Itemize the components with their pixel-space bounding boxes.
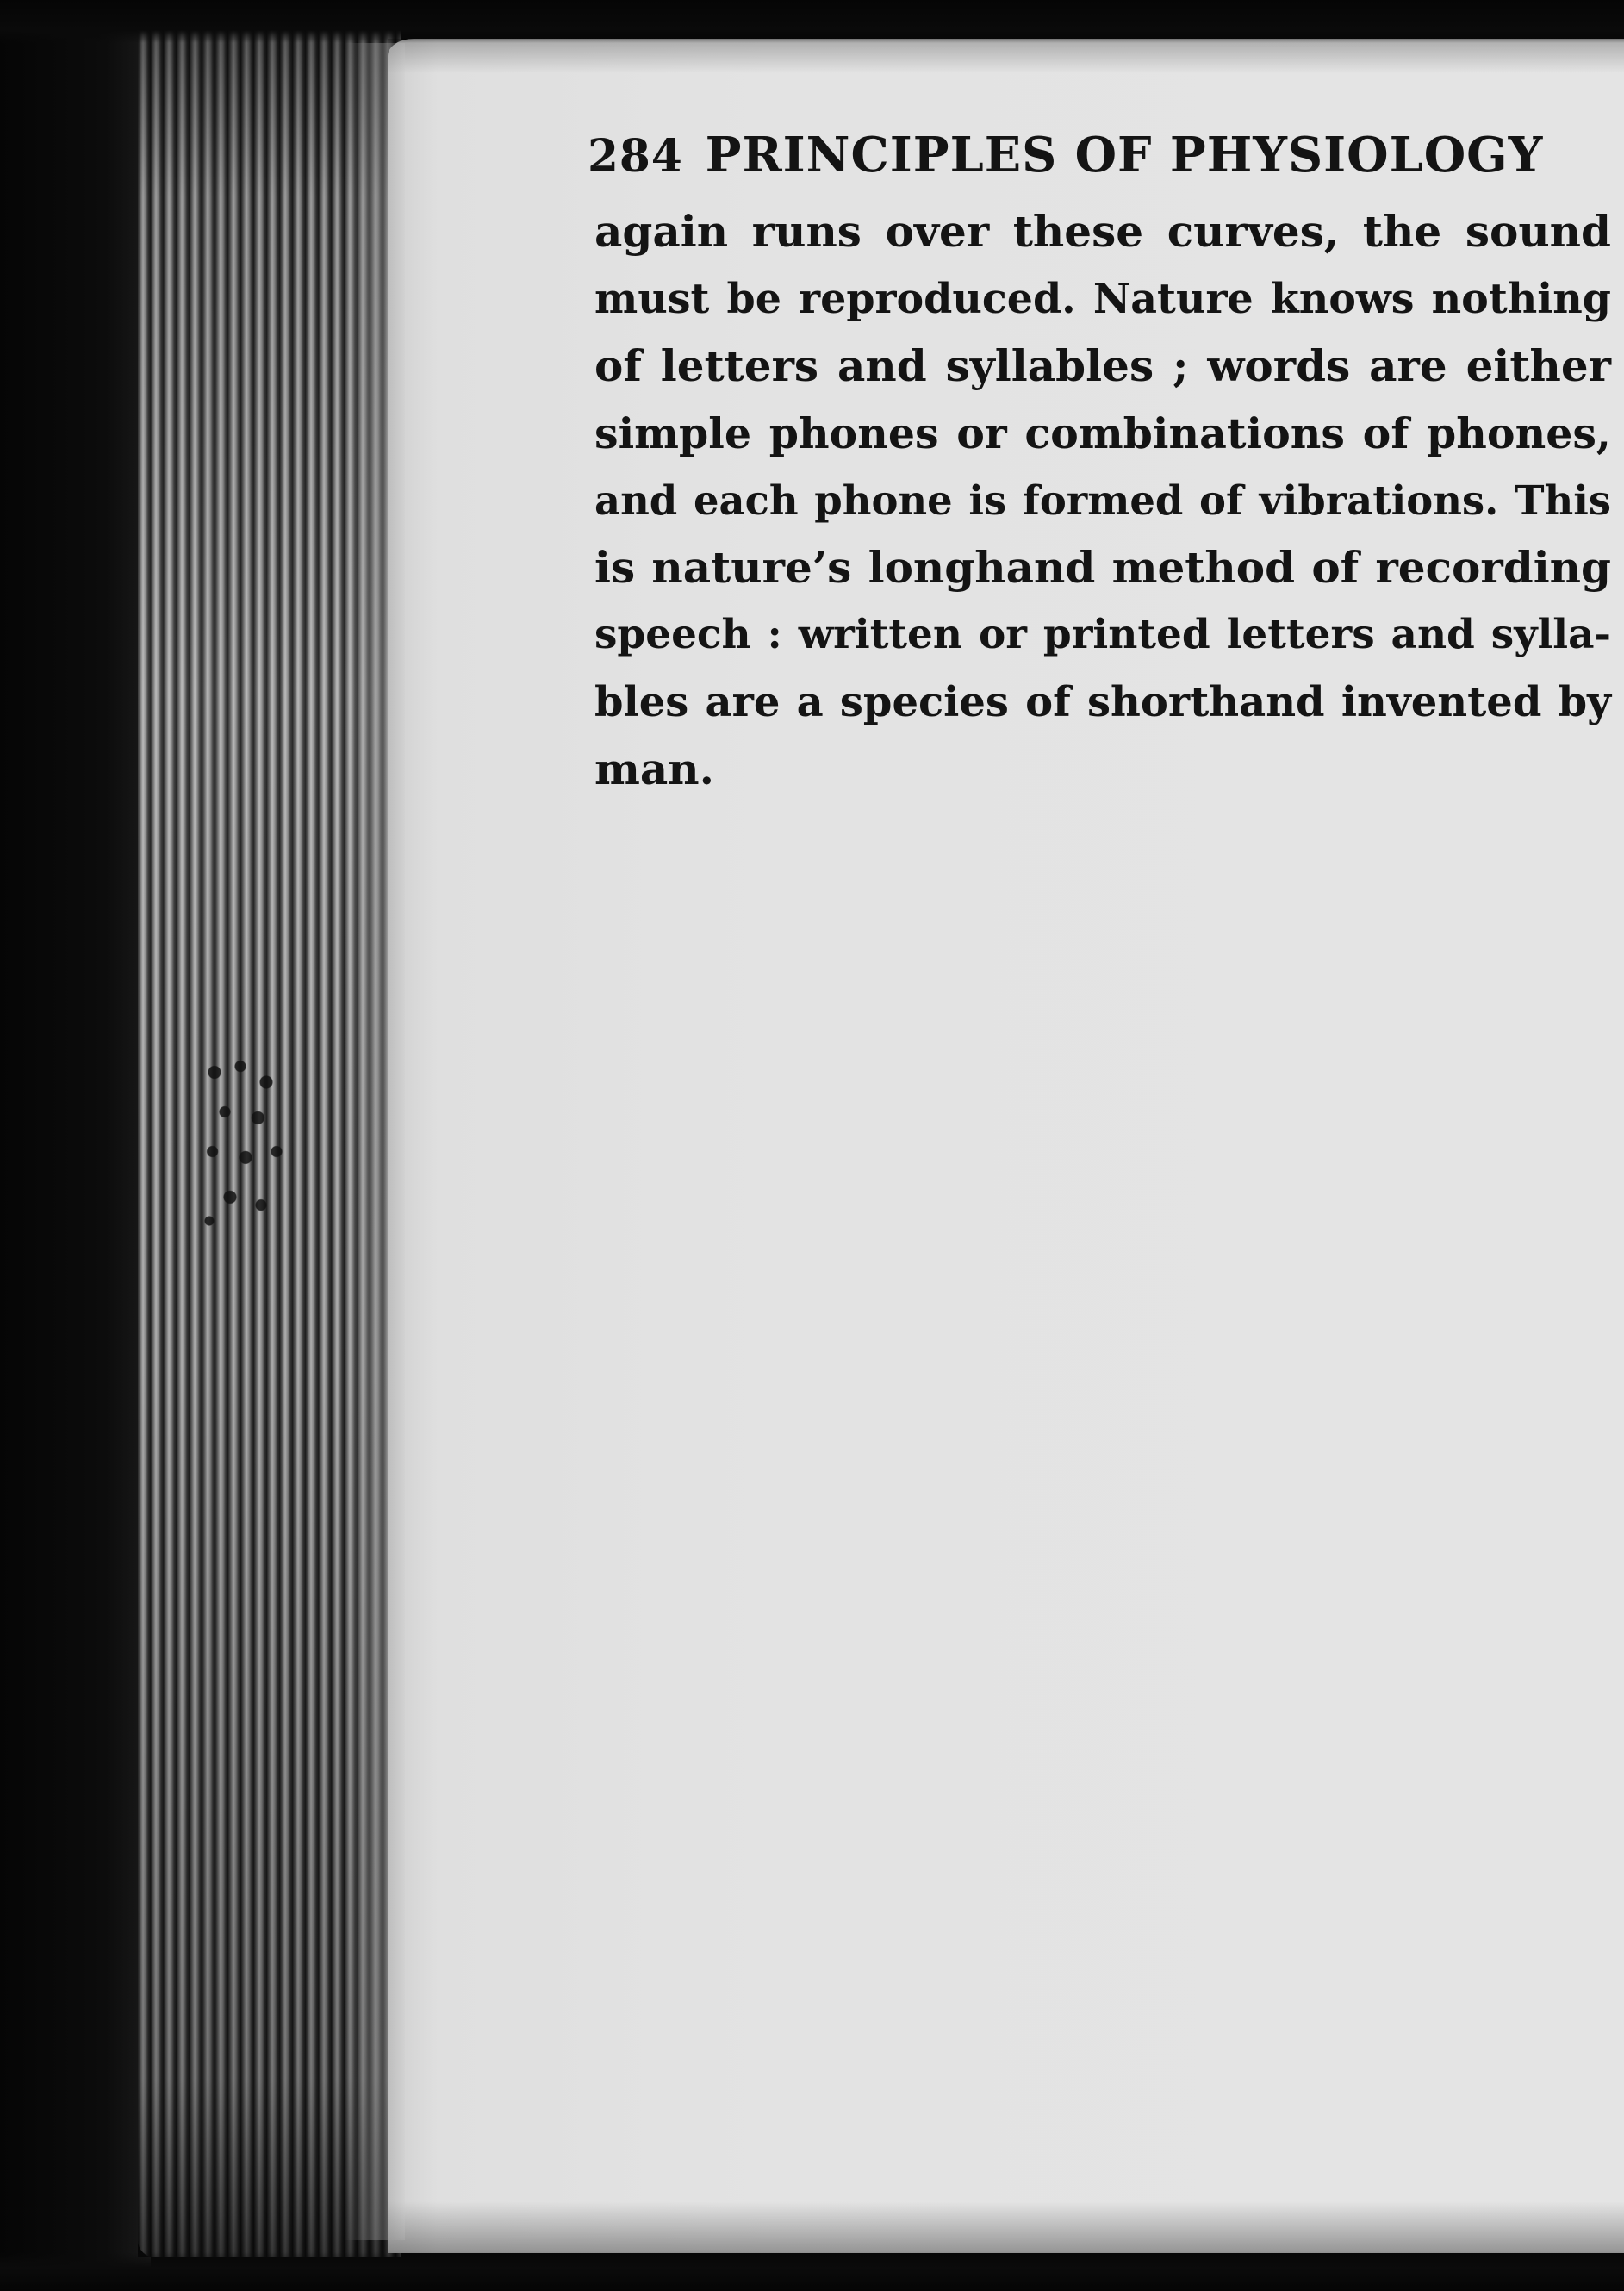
edge-stamp-mark bbox=[194, 1043, 297, 1241]
text-line: of letters and syllables ; words are either bbox=[594, 340, 1611, 391]
running-head bbox=[588, 121, 1604, 190]
text-line: is nature’s longhand method of recording bbox=[594, 542, 1611, 593]
scan-background-top bbox=[0, 0, 1624, 43]
body-paragraph bbox=[594, 198, 1611, 803]
text-line: bles are a species of shorthand invented by bbox=[594, 678, 1611, 726]
text-line: again runs over these curves, the sound bbox=[594, 206, 1611, 257]
text-line: speech : written or printed letters and sylla- bbox=[594, 611, 1611, 658]
text-line: and each phone is formed of vibrations. This bbox=[594, 476, 1611, 524]
text-line: simple phones or combinations of phones, bbox=[594, 408, 1611, 458]
text-line: man. bbox=[594, 744, 715, 794]
running-head-title: PRINCIPLES OF PHYSIOLOGY bbox=[705, 127, 1544, 184]
scan-background-left bbox=[0, 0, 151, 2291]
gutter-shadow bbox=[345, 43, 405, 2240]
page-text-block bbox=[588, 121, 1611, 803]
text-line: must be reproduced. Nature knows nothing bbox=[594, 275, 1611, 323]
scan-background-bottom bbox=[0, 2252, 1624, 2291]
page-number: 284 bbox=[588, 130, 683, 183]
